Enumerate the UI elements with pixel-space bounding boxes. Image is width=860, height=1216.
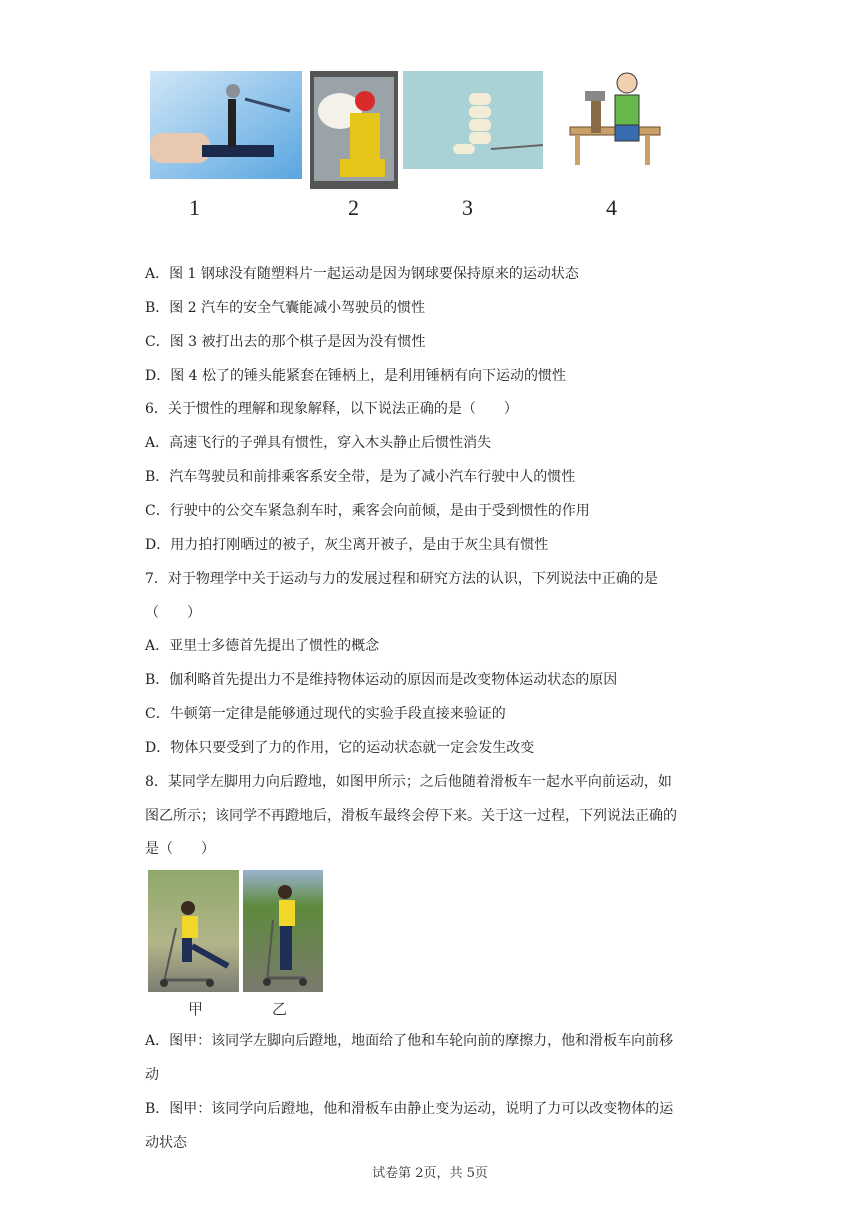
figure-label-3: 3 [462, 195, 473, 220]
q6-option-b: B．汽车驾驶员和前排乘客系安全带，是为了减小汽车行驶中人的惯性 [145, 469, 576, 485]
figure-1-steel-ball [150, 71, 302, 179]
q8-option-b-line1: B．图甲：该同学向后蹬地，他和滑板车由静止变为运动，说明了力可以改变物体的运 [145, 1101, 674, 1117]
q5-option-b: B．图 2 汽车的安全气囊能减小驾驶员的惯性 [145, 300, 426, 316]
q8-stem-line1: 8．某同学左脚用力向后蹬地，如图甲所示；之后他随着滑板车一起水平向前运动，如 [145, 774, 672, 790]
figure-2-airbag [310, 71, 398, 189]
q5-option-c: C．图 3 被打出去的那个棋子是因为没有惯性 [145, 334, 426, 350]
figure-scooter-yi [243, 870, 323, 992]
figure-3-checkers [403, 71, 543, 169]
q5-option-a: A．图 1 钢球没有随塑料片一起运动是因为钢球要保持原来的运动状态 [145, 266, 579, 282]
q6-stem: 6．关于惯性的理解和现象解释，以下说法正确的是（ ） [145, 401, 518, 417]
q7-option-d: D．物体只要受到了力的作用，它的运动状态就一定会发生改变 [145, 740, 535, 756]
figure-scooter-jia [148, 870, 239, 992]
figure-4-hammer [565, 69, 665, 179]
page-footer: 试卷第 2页，共 5页 [372, 1166, 488, 1181]
q6-option-a: A．高速飞行的子弹具有惯性，穿入木头静止后惯性消失 [145, 435, 492, 451]
figure-label-jia: 甲 [188, 1000, 204, 1018]
q7-option-c: C．牛顿第一定律是能够通过现代的实验手段直接来验证的 [145, 706, 506, 722]
q7-option-b: B．伽利略首先提出力不是维持物体运动的原因而是改变物体运动状态的原因 [145, 672, 618, 688]
q8-stem-line3: 是（ ） [145, 841, 215, 857]
q7-stem-line2: （ ） [145, 605, 201, 621]
figure-label-2: 2 [348, 195, 359, 220]
q7-stem-line1: 7．对于物理学中关于运动与力的发展过程和研究方法的认识，下列说法中正确的是 [145, 571, 658, 587]
figure-label-1: 1 [189, 195, 200, 220]
q6-option-d: D．用力拍打刚晒过的被子，灰尘离开被子，是由于灰尘具有惯性 [145, 537, 549, 553]
q6-option-c: C．行驶中的公交车紧急刹车时，乘客会向前倾，是由于受到惯性的作用 [145, 503, 590, 519]
figure-label-yi: 乙 [272, 1000, 288, 1018]
figure-label-4: 4 [606, 195, 617, 220]
q8-option-a-line1: A．图甲：该同学左脚向后蹬地，地面给了他和车轮向前的摩擦力，他和滑板车向前移 [145, 1033, 674, 1049]
q5-option-d: D．图 4 松了的锤头能紧套在锤柄上，是利用锤柄有向下运动的惯性 [145, 368, 567, 384]
q8-option-a-line2: 动 [145, 1067, 159, 1083]
q8-option-b-line2: 动状态 [145, 1135, 187, 1151]
q7-option-a: A．亚里士多德首先提出了惯性的概念 [145, 638, 380, 654]
q8-stem-line2: 图乙所示；该同学不再蹬地后，滑板车最终会停下来。关于这一过程，下列说法正确的 [145, 808, 677, 824]
